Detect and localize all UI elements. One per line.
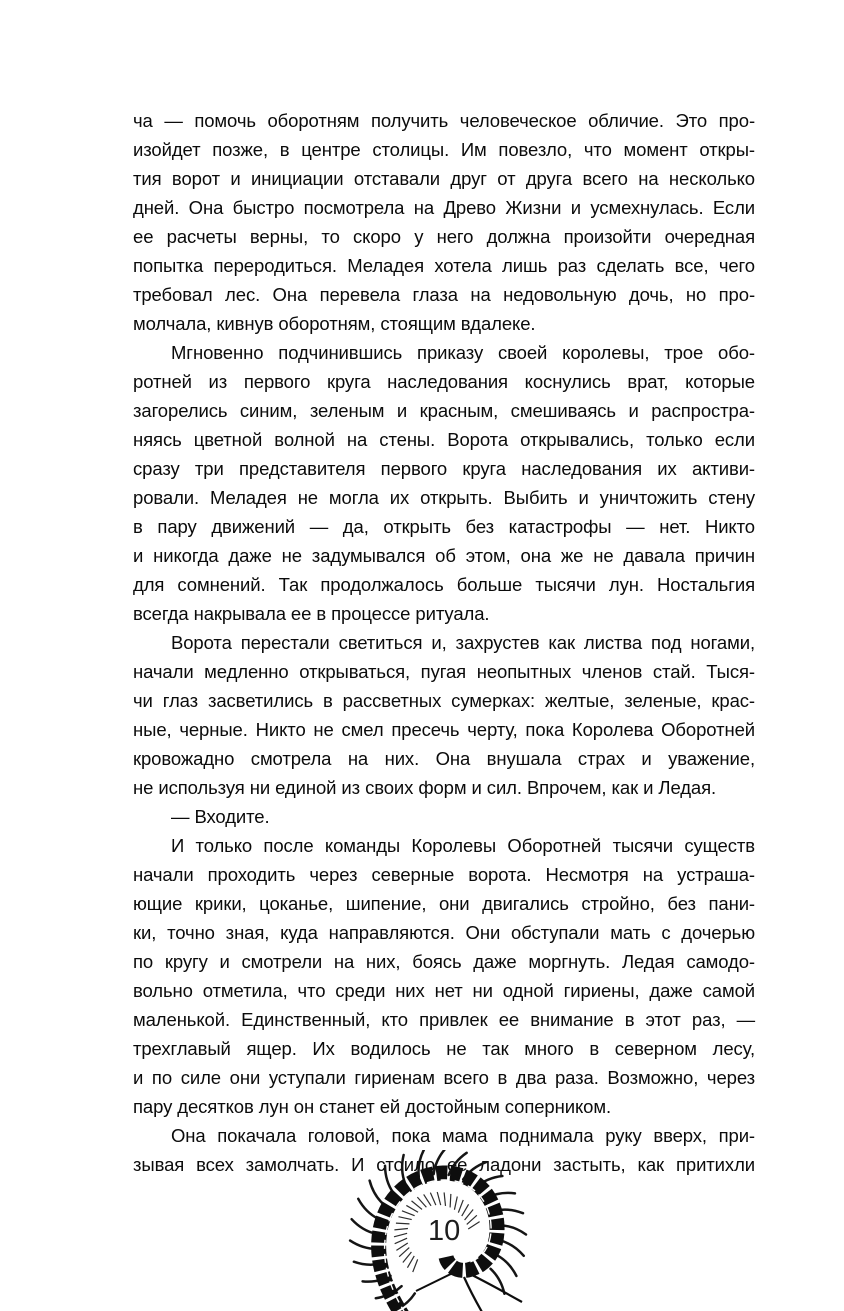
text-line: в пару движений — да, открыть без катастрофы — нет. Никто (133, 516, 755, 537)
text-line: сразу три представителя первого круга наследования их активи- (133, 458, 755, 479)
text-line: вольно отметила, что среди них нет ни одной гириены, даже самой (133, 980, 755, 1001)
text-line: всегда накрывала ее в процессе ритуала. (133, 603, 490, 624)
text-line: чи глаз засветились в рассветных сумерках: желтые, зеленые, крас- (133, 690, 755, 711)
page-number: 10 (428, 1215, 461, 1247)
text-line: няясь цветной волной на стены. Ворота открывались, только если (133, 429, 755, 450)
text-line: зывая всех замолчать. И стоило ее ладони застыть, как притихли (133, 1154, 755, 1175)
text-line: и никогда даже не задумывался об этом, она же не давала причин (133, 545, 755, 566)
text-line: не используя ни единой из своих форм и сил. Впрочем, как и Ледая. (133, 777, 717, 798)
paragraph (133, 802, 755, 831)
text-line: ее расчеты верны, то скоро у него должна произойти очередная (133, 226, 755, 247)
text-line: маленькой. Единственный, кто привлек ее внимание в этот раз, — (133, 1009, 755, 1030)
paragraph (133, 831, 755, 1121)
text-line: Мгновенно подчинившись приказу своей королевы, трое обо- (171, 342, 755, 363)
text-line: начали медленно открываться, пугая неопытных членов стай. Тыся- (133, 661, 755, 682)
text-line: попытка переродиться. Меладея хотела лишь раз сделать все, чего (133, 255, 755, 276)
text-line: изойдет позже, в центре столицы. Им повезло, что момент откры- (133, 139, 755, 160)
text-line: ки, точно зная, куда направляются. Они обступали мать с дочерью (133, 922, 755, 943)
paragraph (133, 106, 755, 338)
text-line: требовал лес. Она перевела глаза на недовольную дочь, но про- (133, 284, 755, 305)
text-line: — Входите. (171, 806, 270, 827)
text-line: молчала, кивнув оборотням, стоящим вдалеке. (133, 313, 536, 334)
text-line: кровожадно смотрела на них. Она внушала страх и уважение, (133, 748, 755, 769)
text-line: пару десятков лун он станет ей достойным соперником. (133, 1096, 612, 1117)
text-line: дней. Она быстро посмотрела на Древо Жизни и усмехнулась. Если (133, 197, 755, 218)
text-line: ча — помочь оборотням получить человеческое обличие. Это про- (133, 110, 755, 131)
text-line: по кругу и смотрели на них, боясь даже моргнуть. Ледая самодо- (133, 951, 755, 972)
text-line: загорелись синим, зеленым и красным, смешиваясь и распростра- (133, 400, 755, 421)
text-line: И только после команды Королевы Оборотней тысячи существ (171, 835, 755, 856)
text-line: ные, черные. Никто не смел пресечь черту, пока Королева Оборотней (133, 719, 755, 740)
text-line: тия ворот и инициации отставали друг от друга всего на несколько (133, 168, 755, 189)
paragraph (133, 338, 755, 628)
text-block (133, 106, 755, 1179)
text-line: начали проходить через северные ворота. Несмотря на устраша- (133, 864, 755, 885)
text-line: и по силе они уступали гириенам всего в два раза. Возможно, через (133, 1067, 755, 1088)
text-line: трехглавый ящер. Их водилось не так много в северном лесу, (133, 1038, 755, 1059)
paragraph (133, 628, 755, 802)
text-line: ющие крики, цоканье, шипение, они двигались стройно, без пани- (133, 893, 755, 914)
text-line: ровали. Меладея не могла их открыть. Выбить и уничтожить стену (133, 487, 755, 508)
centipede-illustration (348, 1150, 538, 1311)
centipede-snout (416, 1269, 461, 1291)
text-line: Она покачала головой, пока мама поднимала руку вверх, при- (171, 1125, 755, 1146)
text-line: для сомнений. Так продолжалось больше тысячи лун. Ностальгия (133, 574, 755, 595)
text-line: Ворота перестали светиться и, захрустев как листва под ногами, (171, 632, 755, 653)
text-line: ротней из первого круга наследования коснулись врат, которые (133, 371, 755, 392)
centipede-antenna-icon (468, 1273, 522, 1302)
